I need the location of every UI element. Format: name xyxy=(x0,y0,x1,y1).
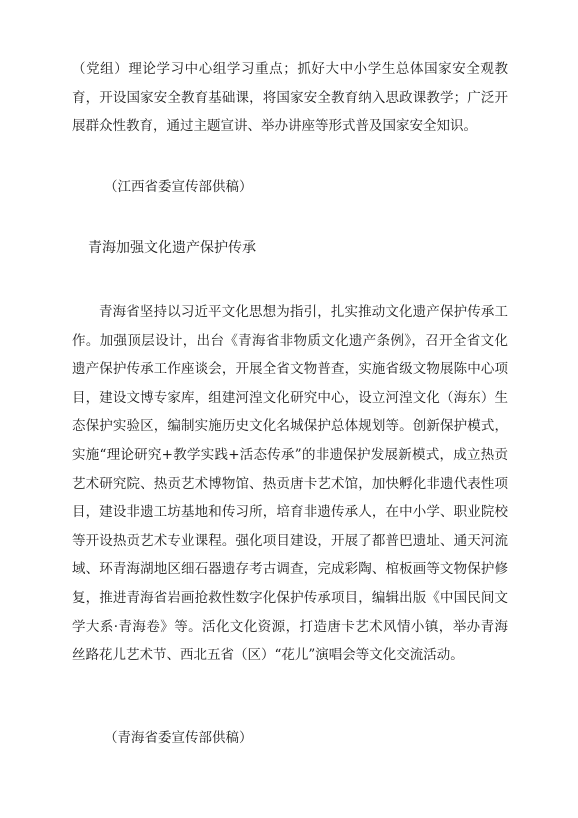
qinghai-section-heading: 青海加强文化遗产保护传承 xyxy=(88,240,256,256)
intro-continuation-paragraph: （党组）理论学习中心组学习重点；抓好大中小学生总体国家安全观教育，开设国家安全教育基础课，将国家安全教育纳入思政课教学；广泛开展群众性教育，通过主题宣讲、举办讲座等形式普及国家安全知识。 xyxy=(72,61,508,135)
jiangxi-source-credit: （江西省委宣传部供稿） xyxy=(104,179,253,195)
qinghai-body-paragraph: 青海省坚持以习近平文化思想为指引，扎实推动文化遗产保护传承工作。加强顶层设计，出台《青海省非物质文化遗产条例》，召开全省文化遗产保护传承工作座谈会，开展全省文物普查，实施省级文物展陈中心项目，建设文博专家库，组建河湟文化研究中心，设立河湟文化（海东）生态保护实验区，编制实施历史文化名城保护总体规划等。创新保护模式，实施“理论研究+教学实践+活态传承”的非遗保护发展新模式，成立热贡艺术研究院、热贡艺术博物馆、热贡唐卡艺术馆，加快孵化非遗代表性项目，建设非遗工坊基地和传习所，培育非遗传承人，在中小学、职业院校等开设热贡艺术专业课程。强化项目建设，开展了都普巴遗址、通天河流域、环青海湖地区细石器遗存考古调查，完成彩陶、棺板画等文物保护修复，推进青海省岩画抢救性数字化保护传承项目，编辑出版《中国民间文学大系·青海卷》等。活化文化资源，打造唐卡艺术风情小镇，举办青海丝路花儿艺术节、西北五省（区）“花儿”演唱会等文化交流活动。 xyxy=(72,304,508,664)
qinghai-source-credit: （青海省委宣传部供稿） xyxy=(104,730,253,746)
